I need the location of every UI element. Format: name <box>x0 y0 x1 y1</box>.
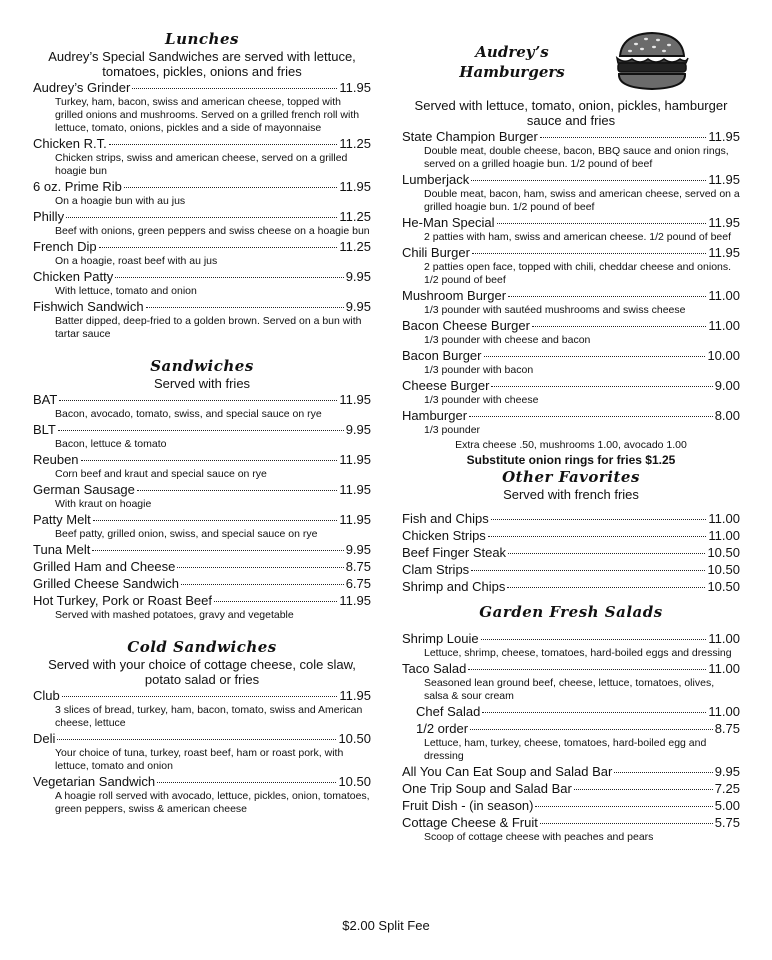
menu-item-description: Double meat, double cheese, bacon, BBQ sauce and onion rings, served on a grilled hoagie bun. 1/2 pound of beef <box>424 145 729 170</box>
dot-leader <box>59 400 337 401</box>
menu-item-name: Patty Melt <box>33 512 91 527</box>
menu-item <box>402 347 740 377</box>
menu-item-price: 5.75 <box>714 815 740 830</box>
menu-item-description: 1/3 pounder with bacon <box>424 364 534 376</box>
menu-item-name: Shrimp Louie <box>402 631 479 646</box>
menu-item-description: Bacon, lettuce & tomato <box>55 438 167 450</box>
menu-item-description: Seasoned lean ground beef, cheese, lettuce, tomatoes, olives, salsa & sour cream <box>424 677 715 702</box>
menu-item-price: 11.95 <box>339 80 371 95</box>
menu-item-description: Beef patty, grilled onion, swiss, and special sauce on rye <box>55 528 318 540</box>
menu-item-name: One Trip Soup and Salad Bar <box>402 781 572 796</box>
dot-leader <box>614 772 712 773</box>
lunches-list <box>33 79 371 341</box>
menu-item-line <box>33 238 371 255</box>
menu-item-price: 11.25 <box>339 209 371 224</box>
dot-leader <box>482 712 706 713</box>
menu-item-price: 9.95 <box>345 299 371 314</box>
hamburgers-title <box>432 42 592 82</box>
menu-item-price: 11.95 <box>339 512 371 527</box>
dot-leader <box>137 490 338 491</box>
sandwiches-subtitle: Served with fries <box>153 376 251 391</box>
menu-item-line <box>33 135 371 152</box>
menu-item-description: Corn beef and kraut and special sauce on rye <box>55 468 267 480</box>
menu-item <box>33 773 371 816</box>
cold-sandwiches-list <box>33 687 371 816</box>
menu-item-price: 11.95 <box>708 245 740 260</box>
menu-item-name: 6 oz. Prime Rib <box>33 179 122 194</box>
menu-item-description: With kraut on hoagie <box>55 498 152 510</box>
menu-item-price: 11.00 <box>708 288 740 303</box>
menu-item-name: 1/2 order <box>416 721 469 736</box>
menu-item-name: Chili Burger <box>402 245 470 260</box>
hamburgers-list <box>402 128 740 437</box>
menu-item <box>402 797 740 814</box>
dot-leader <box>58 430 344 431</box>
menu-item-price: 10.00 <box>707 348 740 363</box>
menu-item <box>402 171 740 214</box>
menu-item-price: 11.00 <box>708 511 740 526</box>
menu-item <box>33 558 371 575</box>
menu-item <box>402 527 740 544</box>
menu-item <box>33 730 371 773</box>
dot-leader <box>535 806 712 807</box>
menu-item-description: Lettuce, ham, turkey, cheese, tomatoes, hard-boiled egg and dressing <box>424 737 707 762</box>
menu-item-name: Bacon Burger <box>402 348 482 363</box>
menu-item-line <box>33 451 371 468</box>
menu-item-line <box>402 171 740 188</box>
menu-item-name: Clam Strips <box>402 562 470 577</box>
menu-item-price: 11.25 <box>339 239 371 254</box>
menu-item-name: Grilled Cheese Sandwich <box>33 576 179 591</box>
menu-item-line <box>402 797 740 814</box>
menu-item-description: Beef with onions, green peppers and swiss cheese on a hoagie bun <box>55 225 370 237</box>
menu-item-price: 11.95 <box>339 452 371 467</box>
menu-item-line <box>402 287 740 304</box>
hamburger-icon <box>614 30 690 92</box>
menu-item-line <box>402 578 740 595</box>
menu-item-name: Mushroom Burger <box>402 288 507 303</box>
other-favorites-list <box>402 510 740 595</box>
lunches-subtitle: Audrey’s Special Sandwiches are served with lettuce, tomatoes, pickles, onions and fries <box>48 49 356 79</box>
menu-item <box>402 544 740 561</box>
menu-item-line <box>402 630 740 647</box>
menu-item-price: 6.75 <box>345 576 371 591</box>
menu-item <box>33 451 371 481</box>
menu-item-line <box>402 814 740 831</box>
sandwiches-title: Sandwiches <box>150 357 254 375</box>
dot-leader <box>99 247 338 248</box>
menu-item-price: 11.00 <box>708 631 740 646</box>
menu-item-price: 11.00 <box>708 318 740 333</box>
menu-item <box>33 298 371 341</box>
menu-item-price: 11.95 <box>708 129 740 144</box>
menu-item-line <box>33 541 371 558</box>
menu-item-name: Chicken Patty <box>33 269 114 284</box>
dot-leader <box>57 739 336 740</box>
cold-sandwiches-section <box>33 638 371 816</box>
menu-item <box>33 421 371 451</box>
menu-item-description: Double meat, bacon, ham, swiss and american cheese, served on a grilled hoagie bun. 1/2 pound of beef <box>424 188 740 213</box>
sandwiches-list <box>33 391 371 622</box>
menu-item-description: 2 patties with ham, swiss and american cheese. 1/2 pound of beef <box>424 231 732 243</box>
menu-item-line <box>402 377 740 394</box>
dot-leader <box>66 217 337 218</box>
menu-item-line <box>33 178 371 195</box>
menu-item-line <box>402 720 740 737</box>
dot-leader <box>507 587 705 588</box>
right-column <box>402 30 740 844</box>
dot-leader <box>540 137 707 138</box>
menu-item <box>33 687 371 730</box>
menu-item-price: 11.00 <box>708 528 740 543</box>
menu-item <box>33 178 371 208</box>
menu-item <box>402 510 740 527</box>
menu-item <box>33 511 371 541</box>
salads-title: Garden Fresh Salads <box>479 603 663 621</box>
menu-item-name: Hamburger <box>402 408 468 423</box>
menu-item <box>33 79 371 135</box>
menu-item-description: 2 patties open face, topped with chili, cheddar cheese and onions. 1/2 pound of beef <box>424 261 732 286</box>
menu-item-name: Deli <box>33 731 56 746</box>
menu-item-name: State Champion Burger <box>402 129 538 144</box>
dot-leader <box>508 553 705 554</box>
salads-section <box>402 603 740 844</box>
dot-leader <box>62 696 338 697</box>
menu-item-name: German Sausage <box>33 482 135 497</box>
menu-item <box>402 814 740 844</box>
menu-item-description: With lettuce, tomato and onion <box>55 285 197 297</box>
dot-leader <box>470 729 713 730</box>
split-fee-note: $2.00 Split Fee <box>342 918 430 933</box>
hamburgers-extras: Extra cheese .50, mushrooms 1.00, avocado 1.00 <box>455 439 687 451</box>
menu-item <box>402 780 740 797</box>
menu-item-name: Shrimp and Chips <box>402 579 506 594</box>
menu-item-line <box>402 128 740 145</box>
menu-item <box>402 128 740 171</box>
menu-item-price: 10.50 <box>707 545 740 560</box>
menu-item <box>33 592 371 622</box>
menu-item-description: On a hoagie bun with au jus <box>55 195 186 207</box>
menu-item-line <box>33 575 371 592</box>
menu-item-line <box>33 268 371 285</box>
dot-leader <box>574 789 713 790</box>
menu-item-line <box>402 780 740 797</box>
dot-leader <box>469 416 713 417</box>
menu-item-name: BLT <box>33 422 56 437</box>
other-favorites-title: Other Favorites <box>502 468 640 486</box>
menu-item-description: Batter dipped, deep-fried to a golden brown. Served on a bun with tartar sauce <box>55 315 362 340</box>
menu-item-description: 1/3 pounder with cheese and bacon <box>424 334 591 346</box>
menu-item-description: 1/3 pounder <box>424 424 481 436</box>
menu-item <box>402 561 740 578</box>
menu-item-line <box>33 208 371 225</box>
menu-item-name: Club <box>33 688 60 703</box>
dot-leader <box>81 460 338 461</box>
menu-item-line <box>33 558 371 575</box>
menu-item <box>33 135 371 178</box>
menu-item <box>402 377 740 407</box>
menu-item-line <box>402 561 740 578</box>
menu-item-line <box>402 763 740 780</box>
menu-item-price: 11.95 <box>339 482 371 497</box>
menu-item-price: 11.95 <box>708 215 740 230</box>
menu-item-price: 9.95 <box>345 269 371 284</box>
dot-leader <box>109 144 338 145</box>
menu-item-name: Reuben <box>33 452 79 467</box>
menu-item <box>402 317 740 347</box>
menu-item-line <box>33 773 371 790</box>
menu-item <box>402 407 740 437</box>
menu-item-name: Vegetarian Sandwich <box>33 774 156 789</box>
menu-item-name: Cheese Burger <box>402 378 490 393</box>
dot-leader <box>157 782 336 783</box>
menu-item-line <box>402 214 740 231</box>
menu-item-price: 9.95 <box>714 764 740 779</box>
menu-item-line <box>33 481 371 498</box>
menu-item-price: 11.25 <box>339 136 371 151</box>
menu-item-line <box>402 407 740 424</box>
dot-leader <box>481 639 707 640</box>
menu-item-price: 7.25 <box>714 781 740 796</box>
dot-leader <box>468 669 706 670</box>
dot-leader <box>177 567 343 568</box>
menu-item-name: Hot Turkey, Pork or Roast Beef <box>33 593 212 608</box>
menu-item-description: Lettuce, shrimp, cheese, tomatoes, hard-boiled eggs and dressing <box>424 647 732 659</box>
menu-item-description: Served with mashed potatoes, gravy and vegetable <box>55 609 294 621</box>
hamburgers-section <box>402 30 740 468</box>
menu-item-name: All You Can Eat Soup and Salad Bar <box>402 764 613 779</box>
dot-leader <box>497 223 707 224</box>
menu-item-price: 10.50 <box>707 562 740 577</box>
menu-item <box>402 660 740 703</box>
menu-item-line <box>33 730 371 747</box>
dot-leader <box>214 601 337 602</box>
menu-item-name: Fruit Dish - (in season) <box>402 798 534 813</box>
lunches-section <box>33 30 371 341</box>
dot-leader <box>488 536 707 537</box>
menu-item-line <box>33 391 371 408</box>
cold-sandwiches-title: Cold Sandwiches <box>127 638 277 656</box>
menu-item-line <box>402 703 740 720</box>
menu-item-price: 11.95 <box>339 179 371 194</box>
dot-leader <box>115 277 343 278</box>
menu-item-description: A hoagie roll served with avocado, lettuce, pickles, onion, tomatoes, green peppers, swiss & american cheese <box>55 790 370 815</box>
menu-item-price: 10.50 <box>338 731 371 746</box>
menu-item-line <box>33 79 371 96</box>
menu-item-line <box>402 510 740 527</box>
menu-item-price: 11.95 <box>339 593 371 608</box>
dot-leader <box>532 326 707 327</box>
menu-item-description: On a hoagie, roast beef with au jus <box>55 255 218 267</box>
menu-item-line <box>402 544 740 561</box>
menu-item <box>33 575 371 592</box>
menu-item-line <box>33 687 371 704</box>
menu-item-description: Bacon, avocado, tomato, swiss, and special sauce on rye <box>55 408 322 420</box>
menu-item-name: Tuna Melt <box>33 542 91 557</box>
hamburgers-title-line2: Hamburgers <box>459 63 565 81</box>
menu-item-name: Audrey’s Grinder <box>33 80 131 95</box>
dot-leader <box>471 180 706 181</box>
menu-item-name: Chicken R.T. <box>33 136 107 151</box>
dot-leader <box>471 570 705 571</box>
menu-item-line <box>33 421 371 438</box>
other-favorites-subtitle: Served with french fries <box>503 487 639 502</box>
menu-item-description: Turkey, ham, bacon, swiss and american cheese, topped with grilled onions and mushrooms. Served on a grilled french roll with lettuce, tomato, onions, pickles and a side of mayonnaise <box>55 96 360 134</box>
dot-leader <box>508 296 706 297</box>
menu-item-name: Fishwich Sandwich <box>33 299 144 314</box>
dot-leader <box>491 386 712 387</box>
sandwiches-section <box>33 357 371 622</box>
menu-item <box>33 541 371 558</box>
hamburgers-header <box>402 30 740 98</box>
menu-item-price: 10.50 <box>707 579 740 594</box>
menu-item-line <box>402 660 740 677</box>
menu-item <box>33 208 371 238</box>
menu-item-name: Bacon Cheese Burger <box>402 318 530 333</box>
menu-item-name: Fish and Chips <box>402 511 489 526</box>
menu-item-price: 9.95 <box>345 542 371 557</box>
menu-item-name: He-Man Special <box>402 215 495 230</box>
menu-item <box>402 703 740 720</box>
menu-item-price: 11.00 <box>708 661 740 676</box>
menu-item-description: Scoop of cottage cheese with peaches and pears <box>424 831 654 843</box>
menu-item <box>402 287 740 317</box>
menu-item <box>402 244 740 287</box>
menu-item-price: 11.95 <box>339 392 371 407</box>
menu-item-price: 11.95 <box>708 172 740 187</box>
menu-item <box>402 720 740 763</box>
dot-leader <box>484 356 706 357</box>
dot-leader <box>491 519 707 520</box>
cold-sandwiches-subtitle: Served with your choice of cottage cheese, cole slaw, potato salad or fries <box>48 657 356 687</box>
menu-item <box>402 630 740 660</box>
hamburgers-title-line1: Audrey’s <box>475 43 549 61</box>
menu-item-description: 1/3 pounder with sautéed mushrooms and swiss cheese <box>424 304 686 316</box>
dot-leader <box>132 88 337 89</box>
other-favorites-section <box>402 468 740 595</box>
lunches-title: Lunches <box>165 30 239 48</box>
menu-item-description: 1/3 pounder with cheese <box>424 394 539 406</box>
menu-item <box>33 238 371 268</box>
dot-leader <box>540 823 713 824</box>
menu-item-name: BAT <box>33 392 58 407</box>
dot-leader <box>124 187 338 188</box>
menu-item-price: 11.95 <box>339 688 371 703</box>
menu-item-price: 8.75 <box>345 559 371 574</box>
menu-item-name: Beef Finger Steak <box>402 545 507 560</box>
menu-item-name: Chef Salad <box>416 704 481 719</box>
menu-item-line <box>33 511 371 528</box>
dot-leader <box>472 253 707 254</box>
menu-item <box>402 763 740 780</box>
menu-item-name: Taco Salad <box>402 661 467 676</box>
menu-item-price: 11.00 <box>708 704 740 719</box>
menu-item-description: Chicken strips, swiss and american cheese, served on a grilled hoagie bun <box>55 152 348 177</box>
menu-item-price: 8.75 <box>714 721 740 736</box>
menu-item-name: Philly <box>33 209 65 224</box>
hamburgers-substitute: Substitute onion rings for fries $1.25 <box>466 453 676 467</box>
dot-leader <box>146 307 344 308</box>
left-column <box>33 30 371 816</box>
menu-item-name: Chicken Strips <box>402 528 486 543</box>
menu-item <box>33 268 371 298</box>
menu-item-line <box>402 317 740 334</box>
menu-item <box>33 391 371 421</box>
menu-item-price: 9.95 <box>345 422 371 437</box>
dot-leader <box>93 520 338 521</box>
menu-item-line <box>402 244 740 261</box>
menu-item-name: Lumberjack <box>402 172 470 187</box>
menu-item <box>402 578 740 595</box>
menu-item-line <box>402 347 740 364</box>
dot-leader <box>92 550 343 551</box>
menu-item-description: 3 slices of bread, turkey, ham, bacon, tomato, swiss and American cheese, lettuce <box>55 704 363 729</box>
menu-item <box>402 214 740 244</box>
hamburgers-subtitle: Served with lettuce, tomato, onion, pickles, hamburger sauce and fries <box>414 98 728 128</box>
dot-leader <box>181 584 344 585</box>
menu-item-description: Your choice of tuna, turkey, roast beef, ham or roast pork, with lettuce, tomato and onion <box>55 747 344 772</box>
menu-item-line <box>33 592 371 609</box>
menu-item-line <box>33 298 371 315</box>
menu-item-price: 8.00 <box>714 408 740 423</box>
menu-item-price: 5.00 <box>714 798 740 813</box>
salads-list <box>402 630 740 844</box>
menu-item-name: French Dip <box>33 239 97 254</box>
menu-item-line <box>402 527 740 544</box>
menu-item-price: 10.50 <box>338 774 371 789</box>
menu-item-name: Grilled Ham and Cheese <box>33 559 176 574</box>
menu-item <box>33 481 371 511</box>
menu-item-name: Cottage Cheese & Fruit <box>402 815 538 830</box>
menu-item-price: 9.00 <box>714 378 740 393</box>
